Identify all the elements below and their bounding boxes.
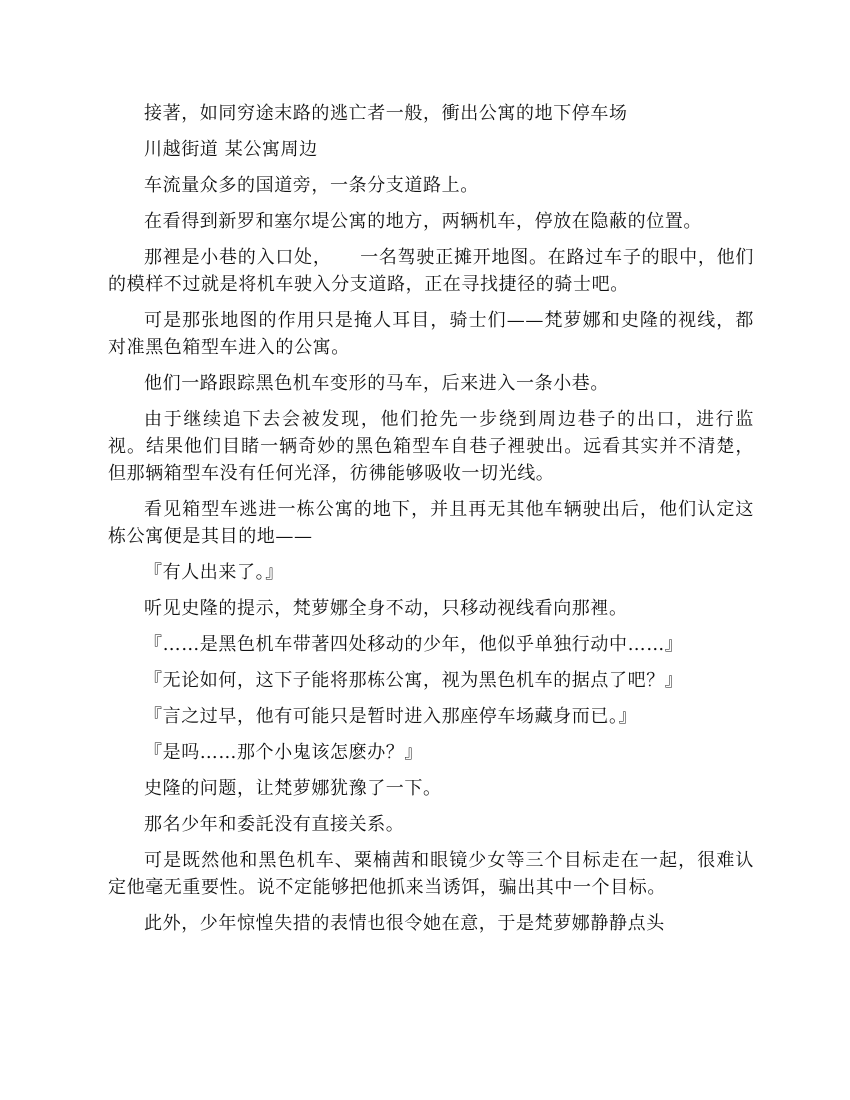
paragraph: 车流量众多的国道旁，一条分支道路上。 <box>144 175 479 196</box>
scene-heading: 川越街道 某公寓周边 <box>144 139 318 160</box>
paragraph: 接著，如同穷途末路的逃亡者一般，衝出公寓的地下停车场 <box>144 103 628 124</box>
paragraph: 看见箱型车逃进一栋公寓的地下，并且再无其他车辆驶出后，他们认定这栋公寓便是其目的地—— <box>108 499 754 547</box>
paragraph: 那裡是小巷的入口处， 一名驾驶正摊开地图。在路过车子的眼中，他们的模样不过就是将机车驶入分支道路，正在寻找捷径的骑士吧。 <box>108 247 754 295</box>
body-text <box>108 100 754 946</box>
dialogue-line: 『是吗……那个小鬼该怎麽办？』 <box>144 742 423 763</box>
paragraph: 那名少年和委託没有直接关系。 <box>144 814 405 835</box>
paragraph: 由于继续追下去会被发现，他们抢先一步绕到周边巷子的出口，进行监视。结果他们目睹一辆奇妙的黑色箱型车自巷子裡驶出。远看其实并不清楚，但那辆箱型车没有任何光泽，彷彿能够吸收一切光线。 <box>108 409 754 484</box>
paragraph: 在看得到新罗和塞尔堤公寓的地方，两辆机车，停放在隐蔽的位置。 <box>144 211 702 232</box>
dialogue-line: 『……是黑色机车带著四处移动的少年，他似乎单独行动中……』 <box>144 634 684 655</box>
paragraph: 此外，少年惊惶失措的表情也很令她在意，于是梵萝娜静静点头 <box>144 913 665 934</box>
paragraph: 可是那张地图的作用只是掩人耳目，骑士们——梵萝娜和史隆的视线，都对准黑色箱型车进入的公寓。 <box>108 310 754 358</box>
paragraph: 史隆的问题，让梵萝娜犹豫了一下。 <box>144 778 442 799</box>
dialogue-line: 『言之过早，他有可能只是暂时进入那座停车场藏身而已。』 <box>144 706 638 727</box>
dialogue-line: 『有人出来了。』 <box>144 562 284 583</box>
dialogue-line: 『无论如何，这下子能将那栋公寓，视为黑色机车的据点了吧？』 <box>144 670 684 691</box>
paragraph: 他们一路跟踪黑色机车变形的马车，后来进入一条小巷。 <box>144 373 609 394</box>
paragraph: 可是既然他和黑色机车、粟楠茜和眼镜少女等三个目标走在一起，很难认定他毫无重要性。说不定能够把他抓来当诱饵，骗出其中一个目标。 <box>108 850 754 898</box>
paragraph: 听见史隆的提示，梵萝娜全身不动，只移动视线看向那裡。 <box>144 598 628 619</box>
